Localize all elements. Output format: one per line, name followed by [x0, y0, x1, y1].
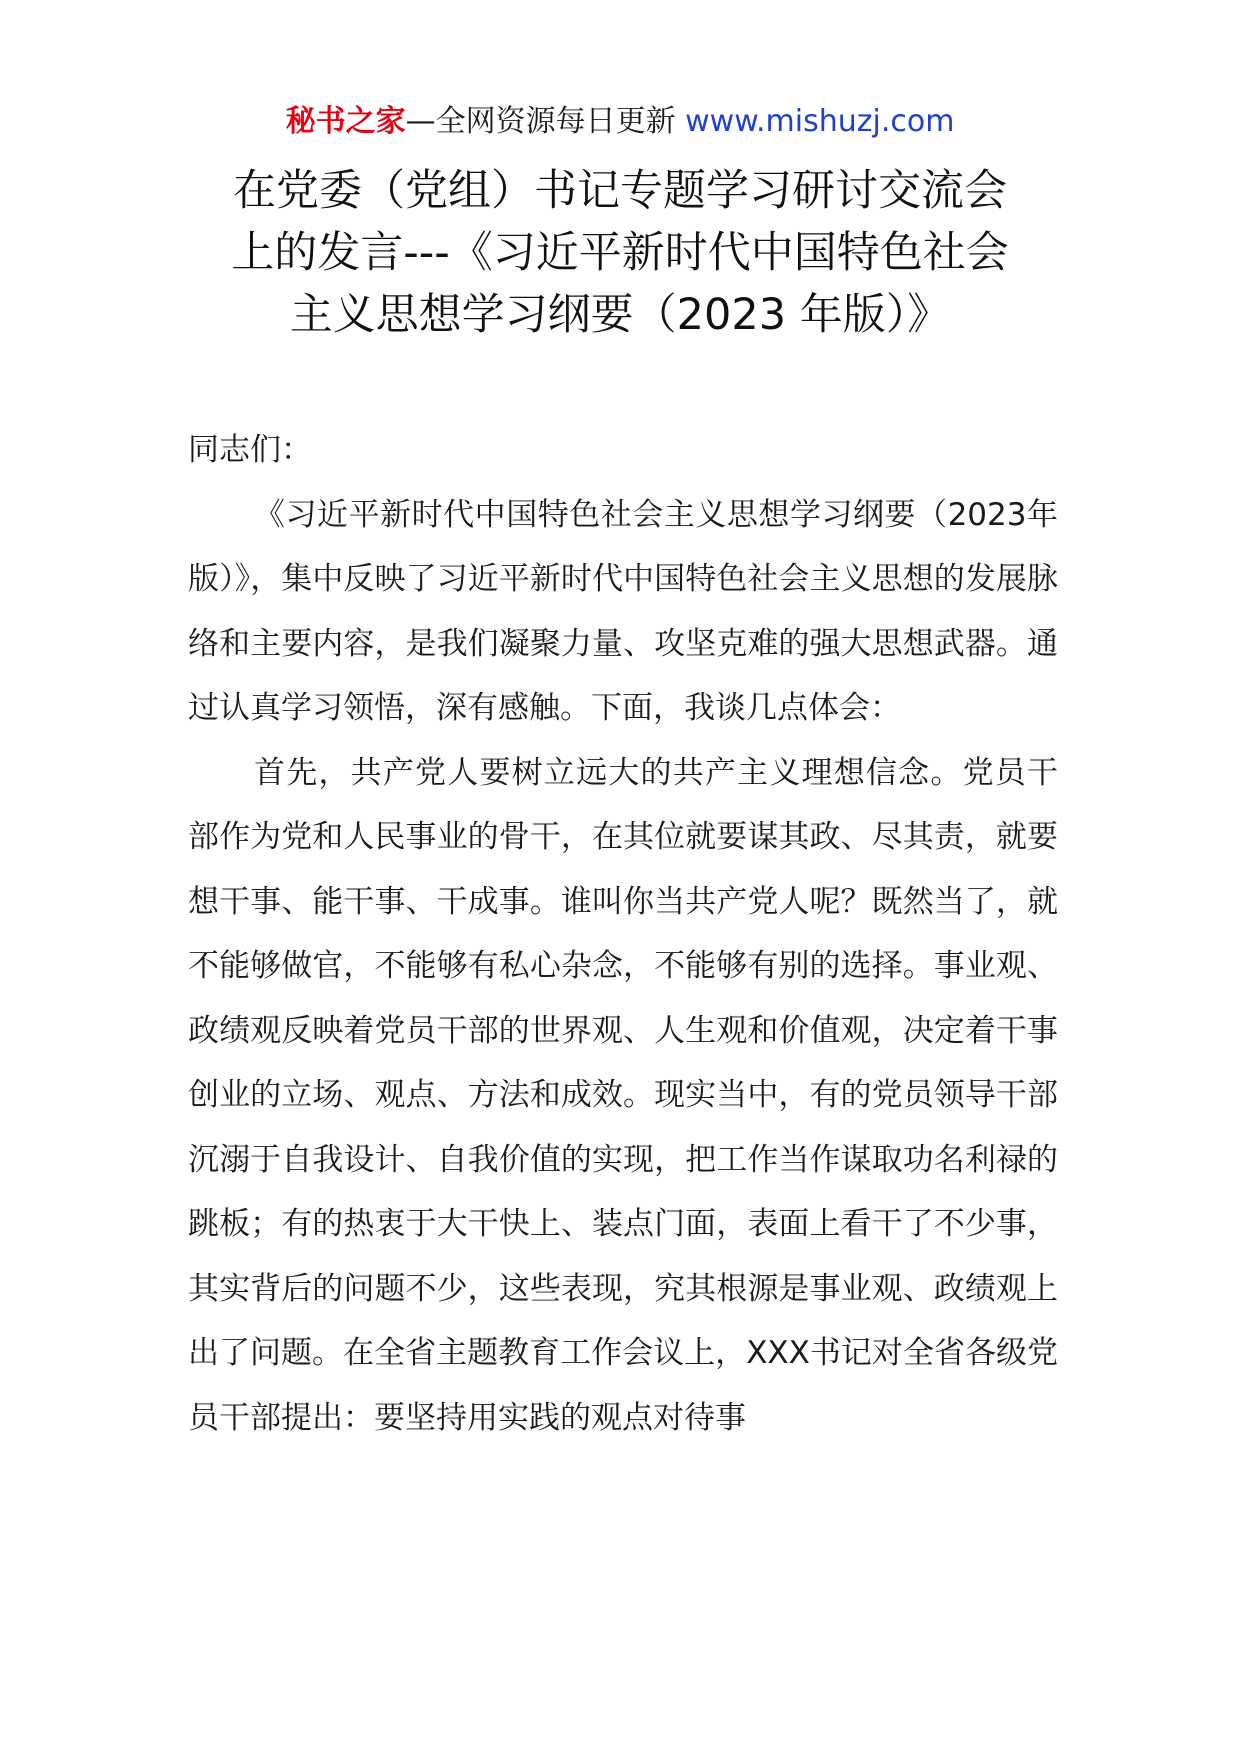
document-title	[150, 160, 1090, 346]
salutation: 同志们：	[188, 432, 312, 468]
title-line: 上的发言---《习近平新时代中国特色社会	[231, 228, 1009, 278]
title-line: 主义思想学习纲要（2023 年版）》	[289, 290, 951, 340]
header-tagline: —全网资源每日更新	[405, 104, 676, 139]
site-url-link[interactable]: www.mishuzj.com	[685, 104, 955, 139]
site-header	[0, 100, 1240, 144]
document-body	[188, 418, 1058, 1450]
body-paragraph: 首先，共产党人要树立远大的共产主义理想信念。党员干部作为党和人民事业的骨干，在其位就要谋其政、尽其责，就要想干事、能干事、干成事。谁叫你当共产党人呢？既然当了，就不能够做官，不能够有私心杂念，不能够有别的选择。事业观、政绩观反映着党员干部的世界观、人生观和价值观，决定着干事创业的立场、观点、方法和成效。现实当中，有的党员领导干部沉溺于自我设计、自我价值的实现，把工作当作谋取功名利禄的跳板；有的热衷于大干快上、装点门面，表面上看干了不少事，其实背后的问题不少，这些表现，究其根源是事业观、政绩观上出了问题。在全省主题教育工作会议上，XXX书记对全省各级党员干部提出：要坚持用实践的观点对待事	[188, 754, 1058, 1436]
title-line: 在党委（党组）书记专题学习研讨交流会	[233, 166, 1007, 216]
brand-name: 秘书之家	[285, 104, 406, 139]
body-paragraph: 《习近平新时代中国特色社会主义思想学习纲要（2023年版）》，集中反映了习近平新时代中国特色社会主义思想的发展脉络和主要内容，是我们凝聚力量、攻坚克难的强大思想武器。通过认真学习领悟，深有感触。下面，我谈几点体会：	[188, 496, 1058, 726]
